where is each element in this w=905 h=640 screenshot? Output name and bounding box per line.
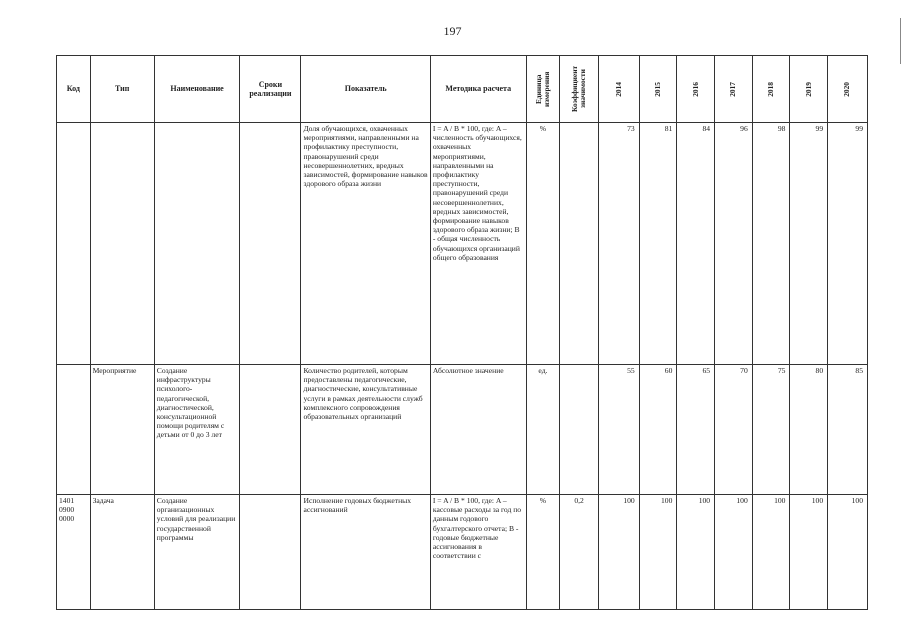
- header-indicator: Показатель: [301, 56, 430, 123]
- cell-value-2017: 70: [715, 365, 753, 495]
- header-type: Тип: [90, 56, 154, 123]
- cell-unit: ед.: [526, 365, 560, 495]
- cell-value-2020: 85: [828, 365, 868, 495]
- header-name: Наименование: [154, 56, 240, 123]
- cell-coefficient: [560, 123, 599, 365]
- cell-value-2017: 96: [715, 123, 753, 365]
- cell-value-2018: 98: [752, 123, 790, 365]
- cell-method: I = A / B * 100, где: A – кассовые расходы за год по данным годового бухгалтерского отчета; B - годовые бюджетные ассигнования в соответствии с: [430, 495, 526, 610]
- header-year-2014: 2014: [598, 56, 639, 123]
- cell-terms: [240, 495, 301, 610]
- header-row: [57, 56, 868, 123]
- cell-indicator: Исполнение годовых бюджетных ассигнований: [301, 495, 430, 610]
- cell-value-2016: 65: [677, 365, 715, 495]
- cell-unit: %: [526, 495, 560, 610]
- page-number: 197: [443, 24, 462, 38]
- cell-value-2018: 75: [752, 365, 790, 495]
- cell-value-2016: 100: [677, 495, 715, 610]
- cell-value-2015: 100: [639, 495, 677, 610]
- table-row: [57, 365, 868, 495]
- cell-indicator: Количество родителей, которым предоставлены педагогические, диагностические, консультативные услуги в рамках деятельности служб комплексного сопровождения образовательных организаций: [301, 365, 430, 495]
- program-indicators-table: [56, 55, 868, 610]
- cell-method: Абсолютное значение: [430, 365, 526, 495]
- header-year-2019: 2019: [790, 56, 828, 123]
- header-coefficient: Коэффициент значимости: [560, 56, 599, 123]
- page-edge-mark: [900, 18, 901, 64]
- header-year-2017: 2017: [715, 56, 753, 123]
- cell-name: [154, 123, 240, 365]
- header-method: Методика расчета: [430, 56, 526, 123]
- header-code: Код: [57, 56, 91, 123]
- cell-coefficient: [560, 365, 599, 495]
- table-row: [57, 495, 868, 610]
- cell-value-2016: 84: [677, 123, 715, 365]
- cell-code: 1401 0900 0000: [57, 495, 91, 610]
- header-year-2016: 2016: [677, 56, 715, 123]
- cell-code: [57, 365, 91, 495]
- cell-value-2014: 55: [598, 365, 639, 495]
- cell-indicator: Доля обучающихся, охваченных мероприятиями, направленными на профилактику преступности, правонарушений среди несовершеннолетних, вредных зависимостей, формирование навыков здорового образа жизни: [301, 123, 430, 365]
- cell-value-2019: 99: [790, 123, 828, 365]
- cell-name: Создание инфраструктуры психолого-педагогической, диагностической, консультационной помощи родителям с детьми от 0 до 3 лет: [154, 365, 240, 495]
- cell-value-2017: 100: [715, 495, 753, 610]
- cell-terms: [240, 365, 301, 495]
- cell-method: I = A / B * 100, где: A – численность обучающихся, охваченных мероприятиями, направленными на профилактику преступности, правонарушений среди несовершеннолетних, вредных зависимостей, формирование навыков здорового образа жизни; B - общая численность обучающихся организаций общего образования: [430, 123, 526, 365]
- cell-type: Задача: [90, 495, 154, 610]
- header-year-2018: 2018: [752, 56, 790, 123]
- table-row: [57, 123, 868, 365]
- header-terms: Сроки реализации: [240, 56, 301, 123]
- cell-name: Создание организационных условий для реализации государственной программы: [154, 495, 240, 610]
- cell-value-2019: 100: [790, 495, 828, 610]
- cell-terms: [240, 123, 301, 365]
- cell-unit: %: [526, 123, 560, 365]
- cell-value-2014: 100: [598, 495, 639, 610]
- header-year-2015: 2015: [639, 56, 677, 123]
- header-unit: Единица измерения: [526, 56, 560, 123]
- cell-type: [90, 123, 154, 365]
- cell-coefficient: 0,2: [560, 495, 599, 610]
- cell-value-2015: 60: [639, 365, 677, 495]
- cell-value-2020: 99: [828, 123, 868, 365]
- cell-value-2018: 100: [752, 495, 790, 610]
- cell-value-2014: 73: [598, 123, 639, 365]
- cell-value-2015: 81: [639, 123, 677, 365]
- cell-value-2019: 80: [790, 365, 828, 495]
- cell-value-2020: 100: [828, 495, 868, 610]
- cell-type: Мероприятие: [90, 365, 154, 495]
- cell-code: [57, 123, 91, 365]
- header-year-2020: 2020: [828, 56, 868, 123]
